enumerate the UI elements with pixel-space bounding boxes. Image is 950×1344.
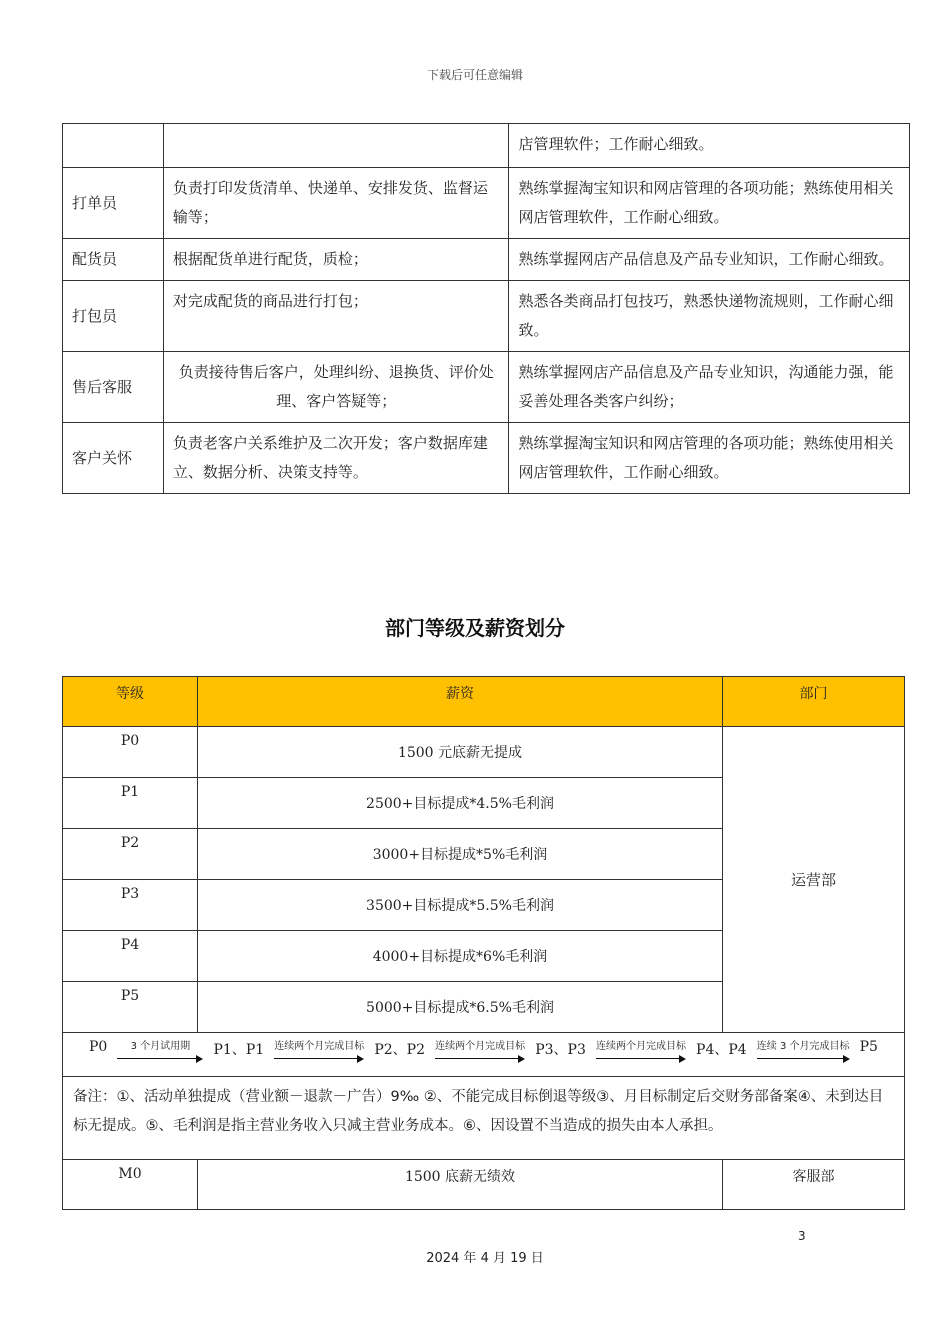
header-level: 等级 [63, 677, 198, 727]
notes-row [63, 1077, 905, 1160]
footer-date: 2024 年 4 月 19 日 [426, 1251, 544, 1266]
right-arrow-icon [435, 1055, 525, 1063]
duty-cell: 负责老客户关系维护及二次开发；客户数据库建立、数据分析、决策支持等。 [163, 423, 509, 494]
duty-cell: 负责接待售后客户，处理纠纷、退换货、评价处理、客户答疑等； [163, 352, 509, 423]
requirement-cell: 店管理软件；工作耐心细致。 [509, 124, 910, 168]
level-cell: P5 [63, 982, 198, 1033]
ops-dept-cell: 运营部 [723, 727, 905, 1033]
pay-cell: 3000+目标提成*5%毛利润 [198, 829, 723, 880]
requirement-cell: 熟练掌握网店产品信息及产品专业知识，工作耐心细致。 [509, 239, 910, 281]
page-number: 3 [798, 1229, 806, 1243]
level-cell: M0 [63, 1160, 198, 1210]
pay-cell: 4000+目标提成*6%毛利润 [198, 931, 723, 982]
header-dept: 部门 [723, 677, 905, 727]
progression-step [435, 1039, 525, 1063]
pay-cell: 1500 底薪无绩效 [198, 1160, 723, 1210]
pay-cell: 3500+目标提成*5.5%毛利润 [198, 880, 723, 931]
pay-cell: 1500 元底薪无提成 [198, 727, 723, 778]
table-row [63, 352, 910, 423]
progression-level: P1、P1 [213, 1042, 265, 1058]
salary-table [62, 676, 905, 1210]
table-row [63, 423, 910, 494]
pay-cell: 5000+目标提成*6.5%毛利润 [198, 982, 723, 1033]
progression-condition: 连续两个月完成目标 [274, 1041, 365, 1052]
right-arrow-icon [757, 1055, 850, 1063]
role-cell: 打单员 [63, 168, 164, 239]
duty-cell: 对完成配货的商品进行打包； [163, 281, 509, 352]
duty-table [62, 123, 910, 494]
progression-condition: 3 个月试用期 [130, 1041, 191, 1052]
progression-level: P2、P2 [374, 1042, 426, 1058]
section-title: 部门等级及薪资划分 [385, 616, 565, 640]
level-cell: P0 [63, 727, 198, 778]
duty-cell: 根据配货单进行配货，质检； [163, 239, 509, 281]
right-arrow-icon [117, 1055, 203, 1063]
role-cell: 售后客服 [63, 352, 164, 423]
role-cell: 打包员 [63, 281, 164, 352]
level-progression [89, 1039, 878, 1063]
header-pay: 薪资 [198, 677, 723, 727]
level-cell: P4 [63, 931, 198, 982]
progression-level: P5 [859, 1039, 878, 1055]
role-cell [63, 124, 164, 168]
progression-condition: 连续两个月完成目标 [435, 1041, 526, 1052]
right-arrow-icon [274, 1055, 364, 1063]
table-row [63, 727, 905, 778]
table-row [63, 124, 910, 168]
header-note: 下载后可任意编辑 [426, 68, 523, 82]
requirement-cell: 熟练掌握淘宝知识和网店管理的各项功能；熟练使用相关网店管理软件，工作耐心细致。 [509, 168, 910, 239]
progression-step [757, 1039, 850, 1063]
table-header-row [63, 677, 905, 727]
progression-step [274, 1039, 364, 1063]
progression-condition: 连续 3 个月完成目标 [756, 1041, 850, 1052]
role-cell: 客户关怀 [63, 423, 164, 494]
requirement-cell: 熟练掌握淘宝知识和网店管理的各项功能；熟练使用相关网店管理软件，工作耐心细致。 [509, 423, 910, 494]
notes-cell: 备注：①、活动单独提成（营业额－退款－广告）9‰ ②、不能完成目标倒退等级③、月目标制定后交财务部备案④、未到达目标无提成。⑤、毛利润是指主营业务收入只减主营业务成本。⑥、因设置不当造成的损失由本人承担。 [63, 1077, 905, 1160]
progression-level: P3、P3 [535, 1042, 586, 1058]
table-row [63, 168, 910, 239]
level-cell: P3 [63, 880, 198, 931]
duty-cell [163, 124, 509, 168]
level-cell: P1 [63, 778, 198, 829]
table-row [63, 239, 910, 281]
role-cell: 配货员 [63, 239, 164, 281]
service-dept-cell: 客服部 [723, 1160, 905, 1210]
progression-level: P0 [89, 1039, 108, 1055]
progression-cell [63, 1033, 905, 1077]
progression-step [596, 1039, 686, 1063]
table-row [63, 281, 910, 352]
requirement-cell: 熟练掌握网店产品信息及产品专业知识，沟通能力强，能妥善处理各类客户纠纷； [509, 352, 910, 423]
right-arrow-icon [596, 1055, 686, 1063]
duty-cell: 负责打印发货清单、快递单、安排发货、监督运输等； [163, 168, 509, 239]
progression-condition: 连续两个月完成目标 [595, 1041, 686, 1052]
progression-step [117, 1039, 203, 1063]
requirement-cell: 熟悉各类商品打包技巧，熟悉快递物流规则，工作耐心细致。 [509, 281, 910, 352]
progression-level: P4、P4 [696, 1042, 747, 1058]
pay-cell: 2500+目标提成*4.5%毛利润 [198, 778, 723, 829]
progression-row [63, 1033, 905, 1077]
level-cell: P2 [63, 829, 198, 880]
table-row [63, 1160, 905, 1210]
